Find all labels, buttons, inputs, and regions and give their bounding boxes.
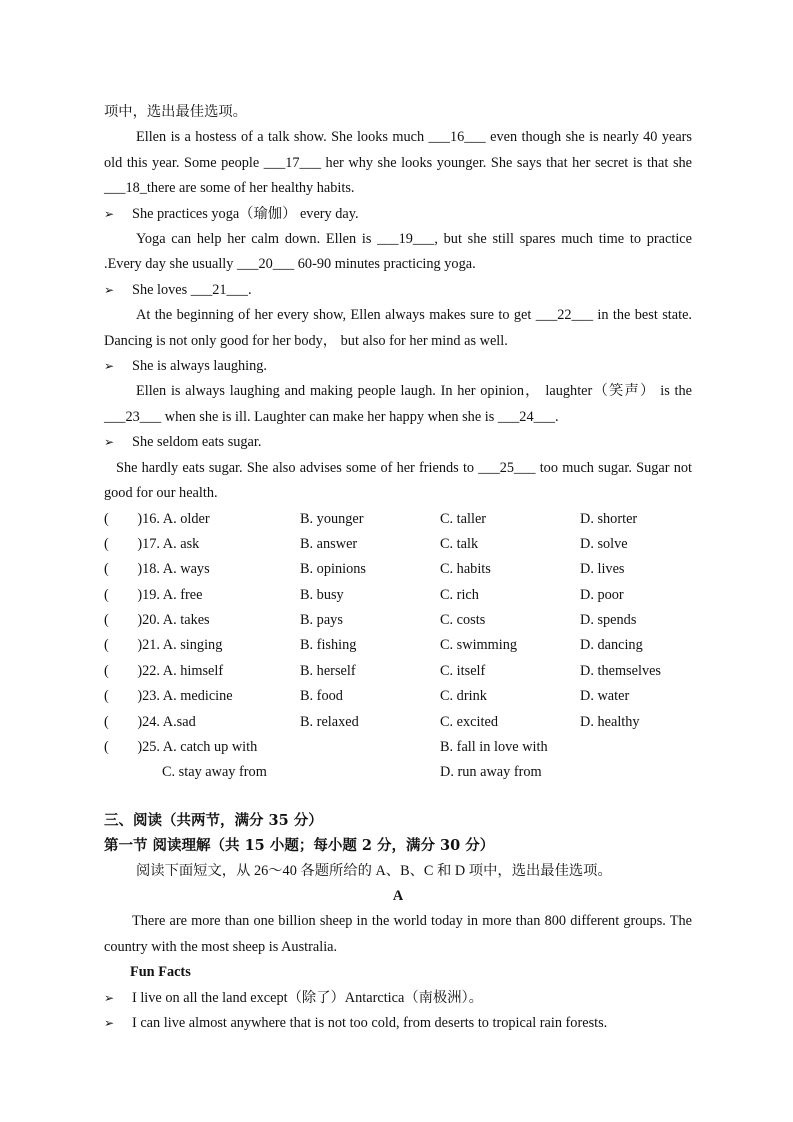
arrow-bullet-icon: ➢ <box>104 990 115 1005</box>
arrow-bullet-icon: ➢ <box>104 359 115 374</box>
option-c: C. taller <box>440 510 487 527</box>
question-number-option-a: ( )16. A. older <box>104 510 210 527</box>
bullet-loves <box>104 278 692 303</box>
question-row <box>104 507 692 532</box>
section-heading: 三、阅读（共两节，满分 35 分） <box>104 811 323 829</box>
question-row <box>104 583 692 608</box>
question-row <box>104 532 692 557</box>
option-d: D. water <box>580 688 630 705</box>
option-c: C. drink <box>440 688 487 705</box>
bullet-fact-1 <box>104 986 692 1011</box>
option-d: D. dancing <box>580 637 643 654</box>
exam-page <box>104 100 692 1036</box>
option-d: D. healthy <box>580 713 640 730</box>
question-number-option-a: ( )24. A.sad <box>104 713 196 730</box>
arrow-bullet-icon: ➢ <box>104 206 115 221</box>
option-b: B. younger <box>300 510 364 527</box>
passage1-paragraph-5: She hardly eats sugar. She also advises some of her friends to ___25___ too much sugar. Sugar not good for our health. <box>104 459 692 502</box>
question-number-option-a: ( )23. A. medicine <box>104 688 233 705</box>
arrow-bullet-icon: ➢ <box>104 1016 115 1031</box>
option-d: D. poor <box>580 586 624 603</box>
question-row <box>104 608 692 633</box>
bullet-text: She is always laughing. <box>132 358 268 375</box>
bullet-text: She seldom eats sugar. <box>132 434 262 451</box>
section-subheading: 第一节 阅读理解（共 15 小题；每小题 2 分，满分 30 分） <box>104 837 495 855</box>
question-list <box>104 507 692 786</box>
fun-facts-title: Fun Facts <box>130 964 191 981</box>
option-c: C. talk <box>440 535 479 552</box>
option-b: B. busy <box>300 586 344 603</box>
option-d: D. spends <box>580 612 637 629</box>
option-c: C. itself <box>440 662 486 679</box>
bullet-laughing <box>104 354 692 379</box>
option-b: B. fall in love with <box>440 739 548 756</box>
question-number-option-a: ( )22. A. himself <box>104 662 224 679</box>
option-d: D. shorter <box>580 510 638 527</box>
question-number-option-a: ( )18. A. ways <box>104 561 210 578</box>
question-number-option-a: ( )25. A. catch up with <box>104 739 258 756</box>
option-b: B. herself <box>300 662 356 679</box>
question-row-25 <box>104 735 692 760</box>
question-row-25-continued <box>104 760 692 785</box>
question-number-option-a: ( )17. A. ask <box>104 535 200 552</box>
arrow-bullet-icon: ➢ <box>104 435 115 450</box>
section-instruction: 阅读下面短文，从 26～40 各题所给的 A、B、C 和 D 项中，选出最佳选项。 <box>136 862 612 879</box>
option-b: B. fishing <box>300 637 357 654</box>
option-b: B. pays <box>300 612 343 629</box>
option-d: D. run away from <box>440 764 542 781</box>
question-row <box>104 633 692 658</box>
option-d: D. solve <box>580 535 628 552</box>
bullet-text: I can live almost anywhere that is not too cold, from deserts to tropical rain forests. <box>132 1015 608 1032</box>
option-b: B. opinions <box>300 561 366 578</box>
bullet-fact-2 <box>104 1011 692 1036</box>
option-c: C. swimming <box>440 637 518 654</box>
intro-tail: 项中，选出最佳选项。 <box>104 104 247 120</box>
bullet-text: I live on all the land except（除了）Antarctica（南极洲）。 <box>132 989 483 1006</box>
option-c: C. rich <box>440 586 479 603</box>
question-row <box>104 659 692 684</box>
passage1-paragraph-4: Ellen is always laughing and making people laugh. In her opinion， laughter（笑声） is the ___23___ when she is ill. Laughter can make her happy when she is ___24___. <box>104 383 692 425</box>
option-b: B. relaxed <box>300 713 359 730</box>
passage1-paragraph-2: Yoga can help her calm down. Ellen is ___19___, but she still spares much time to practice .Every day she usually ___20___ 60-90 minutes practicing yoga. <box>104 231 692 273</box>
bullet-text: She practices yoga（瑜伽） every day. <box>132 205 359 222</box>
bullet-sugar <box>104 430 692 455</box>
question-number-option-a: ( )20. A. takes <box>104 612 210 629</box>
passage2-paragraph-1: There are more than one billion sheep in the world today in more than 800 different groups. The country with the most sheep is Australia. <box>104 913 692 955</box>
bullet-text: She loves ___21___. <box>132 281 252 298</box>
option-d: D. lives <box>580 561 625 578</box>
option-c: C. stay away from <box>162 764 267 781</box>
option-b: B. answer <box>300 535 358 552</box>
option-c: C. habits <box>440 561 491 578</box>
arrow-bullet-icon: ➢ <box>104 282 115 297</box>
passage1-paragraph-1: Ellen is a hostess of a talk show. She looks much ___16___ even though she is nearly 40 years old this year. Some people ___17___ her why she looks younger. She says that her secret is that she ___18_there are some of her healthy habits. <box>104 129 692 197</box>
option-c: C. excited <box>440 713 498 730</box>
question-row <box>104 684 692 709</box>
passage-letter: A <box>392 888 404 905</box>
option-d: D. themselves <box>580 662 661 679</box>
option-c: C. costs <box>440 612 486 629</box>
option-b: B. food <box>300 688 343 705</box>
question-row <box>104 557 692 582</box>
passage1-paragraph-3: At the beginning of her every show, Ellen always makes sure to get ___22___ in the best state. Dancing is not only good for her body， but also for her mind as well. <box>104 307 692 349</box>
question-number-option-a: ( )21. A. singing <box>104 637 223 654</box>
question-number-option-a: ( )19. A. free <box>104 586 203 603</box>
question-row <box>104 710 692 735</box>
bullet-yoga <box>104 202 692 227</box>
